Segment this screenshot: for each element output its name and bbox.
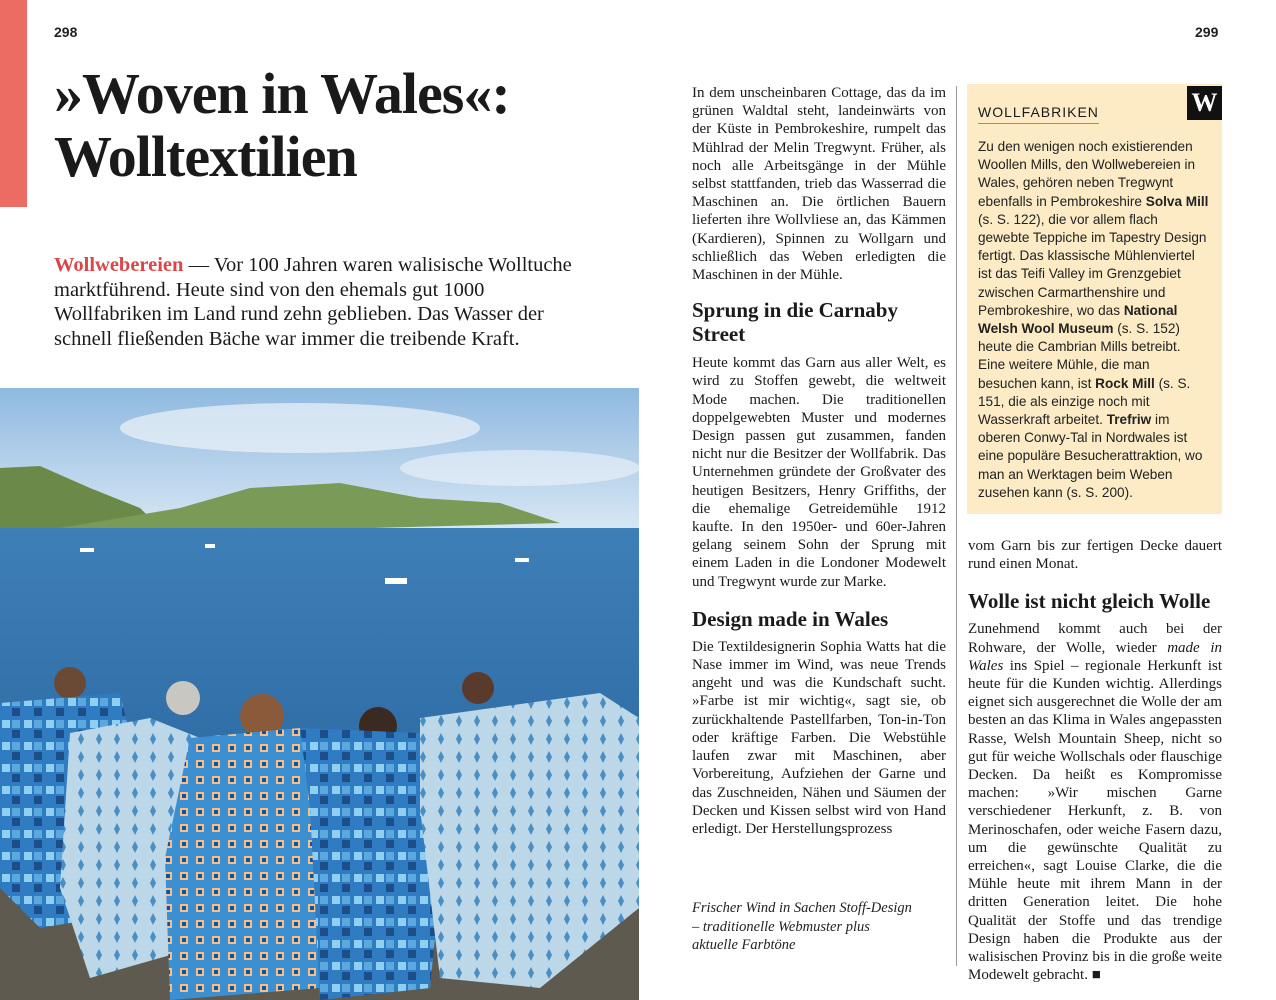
w-badge-icon: W (1187, 86, 1222, 120)
column-2 (968, 537, 1222, 984)
intro-text: — Vor 100 Jahren waren walisische Wolltuche marktführend. Heute sind von den ehemals gut 1000 Wollfabriken im Land rund zehn geblieben. Das Wasser der schnell fließenden Bäche war immer die treibende Kraft. (54, 254, 572, 350)
heading-wolle-ist-nicht-gleich-wolle: Wolle ist nicht gleich Wolle (968, 589, 1211, 614)
column2-italic-made-in-wales: made in Wales (968, 639, 1222, 674)
sidebar-box-wollfabriken (967, 84, 1222, 514)
column2-paragraph-1: vom Garn bis zur fertigen Decke dauert rund einen Monat. (968, 538, 1222, 573)
heading-carnaby-street: Sprung in die Carnaby Street (692, 298, 898, 347)
sidebar-title: WOLLFABRIKEN (978, 104, 1099, 124)
accent-bar (0, 0, 27, 207)
page-number-right: 299 (1195, 24, 1219, 40)
column2-paragraph-2 (968, 620, 1222, 984)
sidebar-text-part: im oberen Conwy-Tal in Nordwales ist eine populäre Besucherattraktion, wo man an Werktagen beim Weben zusehen kann (s. S. 200). (978, 412, 1203, 500)
column-1 (692, 84, 946, 838)
column-divider (956, 86, 957, 966)
sidebar-bold-trefriw: Trefriw (1106, 412, 1152, 428)
sidebar-bold-wool-museum: National Welsh Wool Museum (978, 302, 1178, 337)
intro-keyword: Wollwebereien (54, 254, 184, 276)
photo-illustration (0, 388, 639, 1000)
sidebar-text-part: (s. S. 152) heute die Cambrian Mills betreibt. Eine weitere Mühle, die man besuchen kann, ist (978, 321, 1181, 391)
photo-blankets-coast (0, 388, 639, 1000)
photo-caption: Frischer Wind in Sachen Stoff-Design – traditionelle Webmuster plus aktuelle Farbtöne (692, 900, 912, 953)
sidebar-text-part: (s. S. 122), die vor allem flach gewebte Teppiche im Tapestry Design fertigt. Das klassische Mühlenviertel ist das Teifi Valley im Grenzgebiet zwischen Carmarthenshire und Pembrokeshire, wo das (978, 211, 1207, 318)
sidebar-bold-solva-mill: Solva Mill (1145, 193, 1209, 209)
column2-text-part: ins Spiel – regionale Herkunft ist heute für die Kunden wichtig. Allerdings eignet sich ausgerechnet die Wolle der am besten an das Klima in Wales angepassten Rasse, Welsh Mountain Sheep, nicht so gut für weiche Wollschals oder flauschige Decken. Da heißt es Kompromisse machen: »Wir mischen Garne verschiedener Herkunft, z. B. von Merinoschafen, oder weiche Fasern dazu, um die gewünschte Qualität zu erreichen«, sagt Louise Clarke, die die Mühle heute mit ihrem Mann in der dritten Generation leitet. Die hohe Qualität der Stoffe und das trendige Design haben die Produkte aus der walisischen Provinz bis in die große weite Modewelt gebracht. (968, 657, 1222, 984)
sidebar-text-part: Zu den wenigen noch existierenden Woollen Mills, den Wollwebereien in Wales, gehören neben Tregwynt ebenfalls in Pembrokeshire (978, 139, 1196, 209)
page-title (54, 62, 634, 188)
sidebar-bold-rock-mill: Rock Mill (1095, 375, 1155, 391)
heading-design-made-in-wales: Design made in Wales (692, 606, 889, 631)
page-number-left: 298 (54, 24, 78, 40)
column1-paragraph-1: In dem unscheinbaren Cottage, das da im grünen Waldtal steht, landeinwärts von der Küste in Pembrokeshire, rumpelt das Mühlrad der Melin Tregwynt. Früher, als noch alle Arbeitsgänge in der Mühle selbst stattfanden, trieb das Wasserrad die Maschinen an. Die örtlichen Bauern lieferten ihre Wollvliese an, das Kämmen (Kardieren), Spinnen zu Wollgarn und schließlich das Weben erledigten die Maschinen in der Mühle. (692, 85, 946, 284)
sidebar-text (978, 138, 1210, 502)
sidebar-text-part: (s. S. 151, die als einzige noch mit Wasserkraft arbeitet. (978, 375, 1191, 428)
column2-text-part: Zunehmend kommt auch bei der Rohware, der Wolle, wieder (968, 621, 1222, 656)
intro-paragraph (54, 253, 594, 351)
column1-paragraph-2: Heute kommt das Garn aus aller Welt, es wird zu Stoffen gewebt, die weltweit Mode machen. Die traditionellen doppelgewebten Muster und modernes Design passen gut zusammen, fanden nicht nur die Besitzer der Wollfabrik. Das Unternehmen gründete der Großvater des heutigen Besitzers, Henry Griffiths, der die ehemalige Getreidemühle 1912 kaufte. In den 1950er- und 60er-Jahren gelang seinem Sohn der Sprung mit einem Laden in die Londoner Modewelt und Tregwynt wurde zur Marke. (692, 355, 946, 590)
column1-paragraph-3: Die Textildesignerin Sophia Watts hat die Nase immer im Wind, was neue Trends angeht und was die Kundschaft sucht. »Farbe ist mir wichtig«, sagt sie, ob zurückhaltende Pastellfarben, Ton-in-Ton oder kräftige Farben. Die Webstühle laufen zwar mit Maschinen, aber Vorbereitung, Aufziehen der Garne und das Zuschneiden, Nähen und Säumen der Decken und Kissen selbst wird von Hand erledigt. Der Herstellungsprozess (692, 638, 946, 837)
title-line-1: »Woven in Wales«: (54, 61, 510, 126)
end-mark-icon: ■ (1091, 967, 1101, 984)
title-line-2: Wolltextilien (54, 124, 357, 189)
